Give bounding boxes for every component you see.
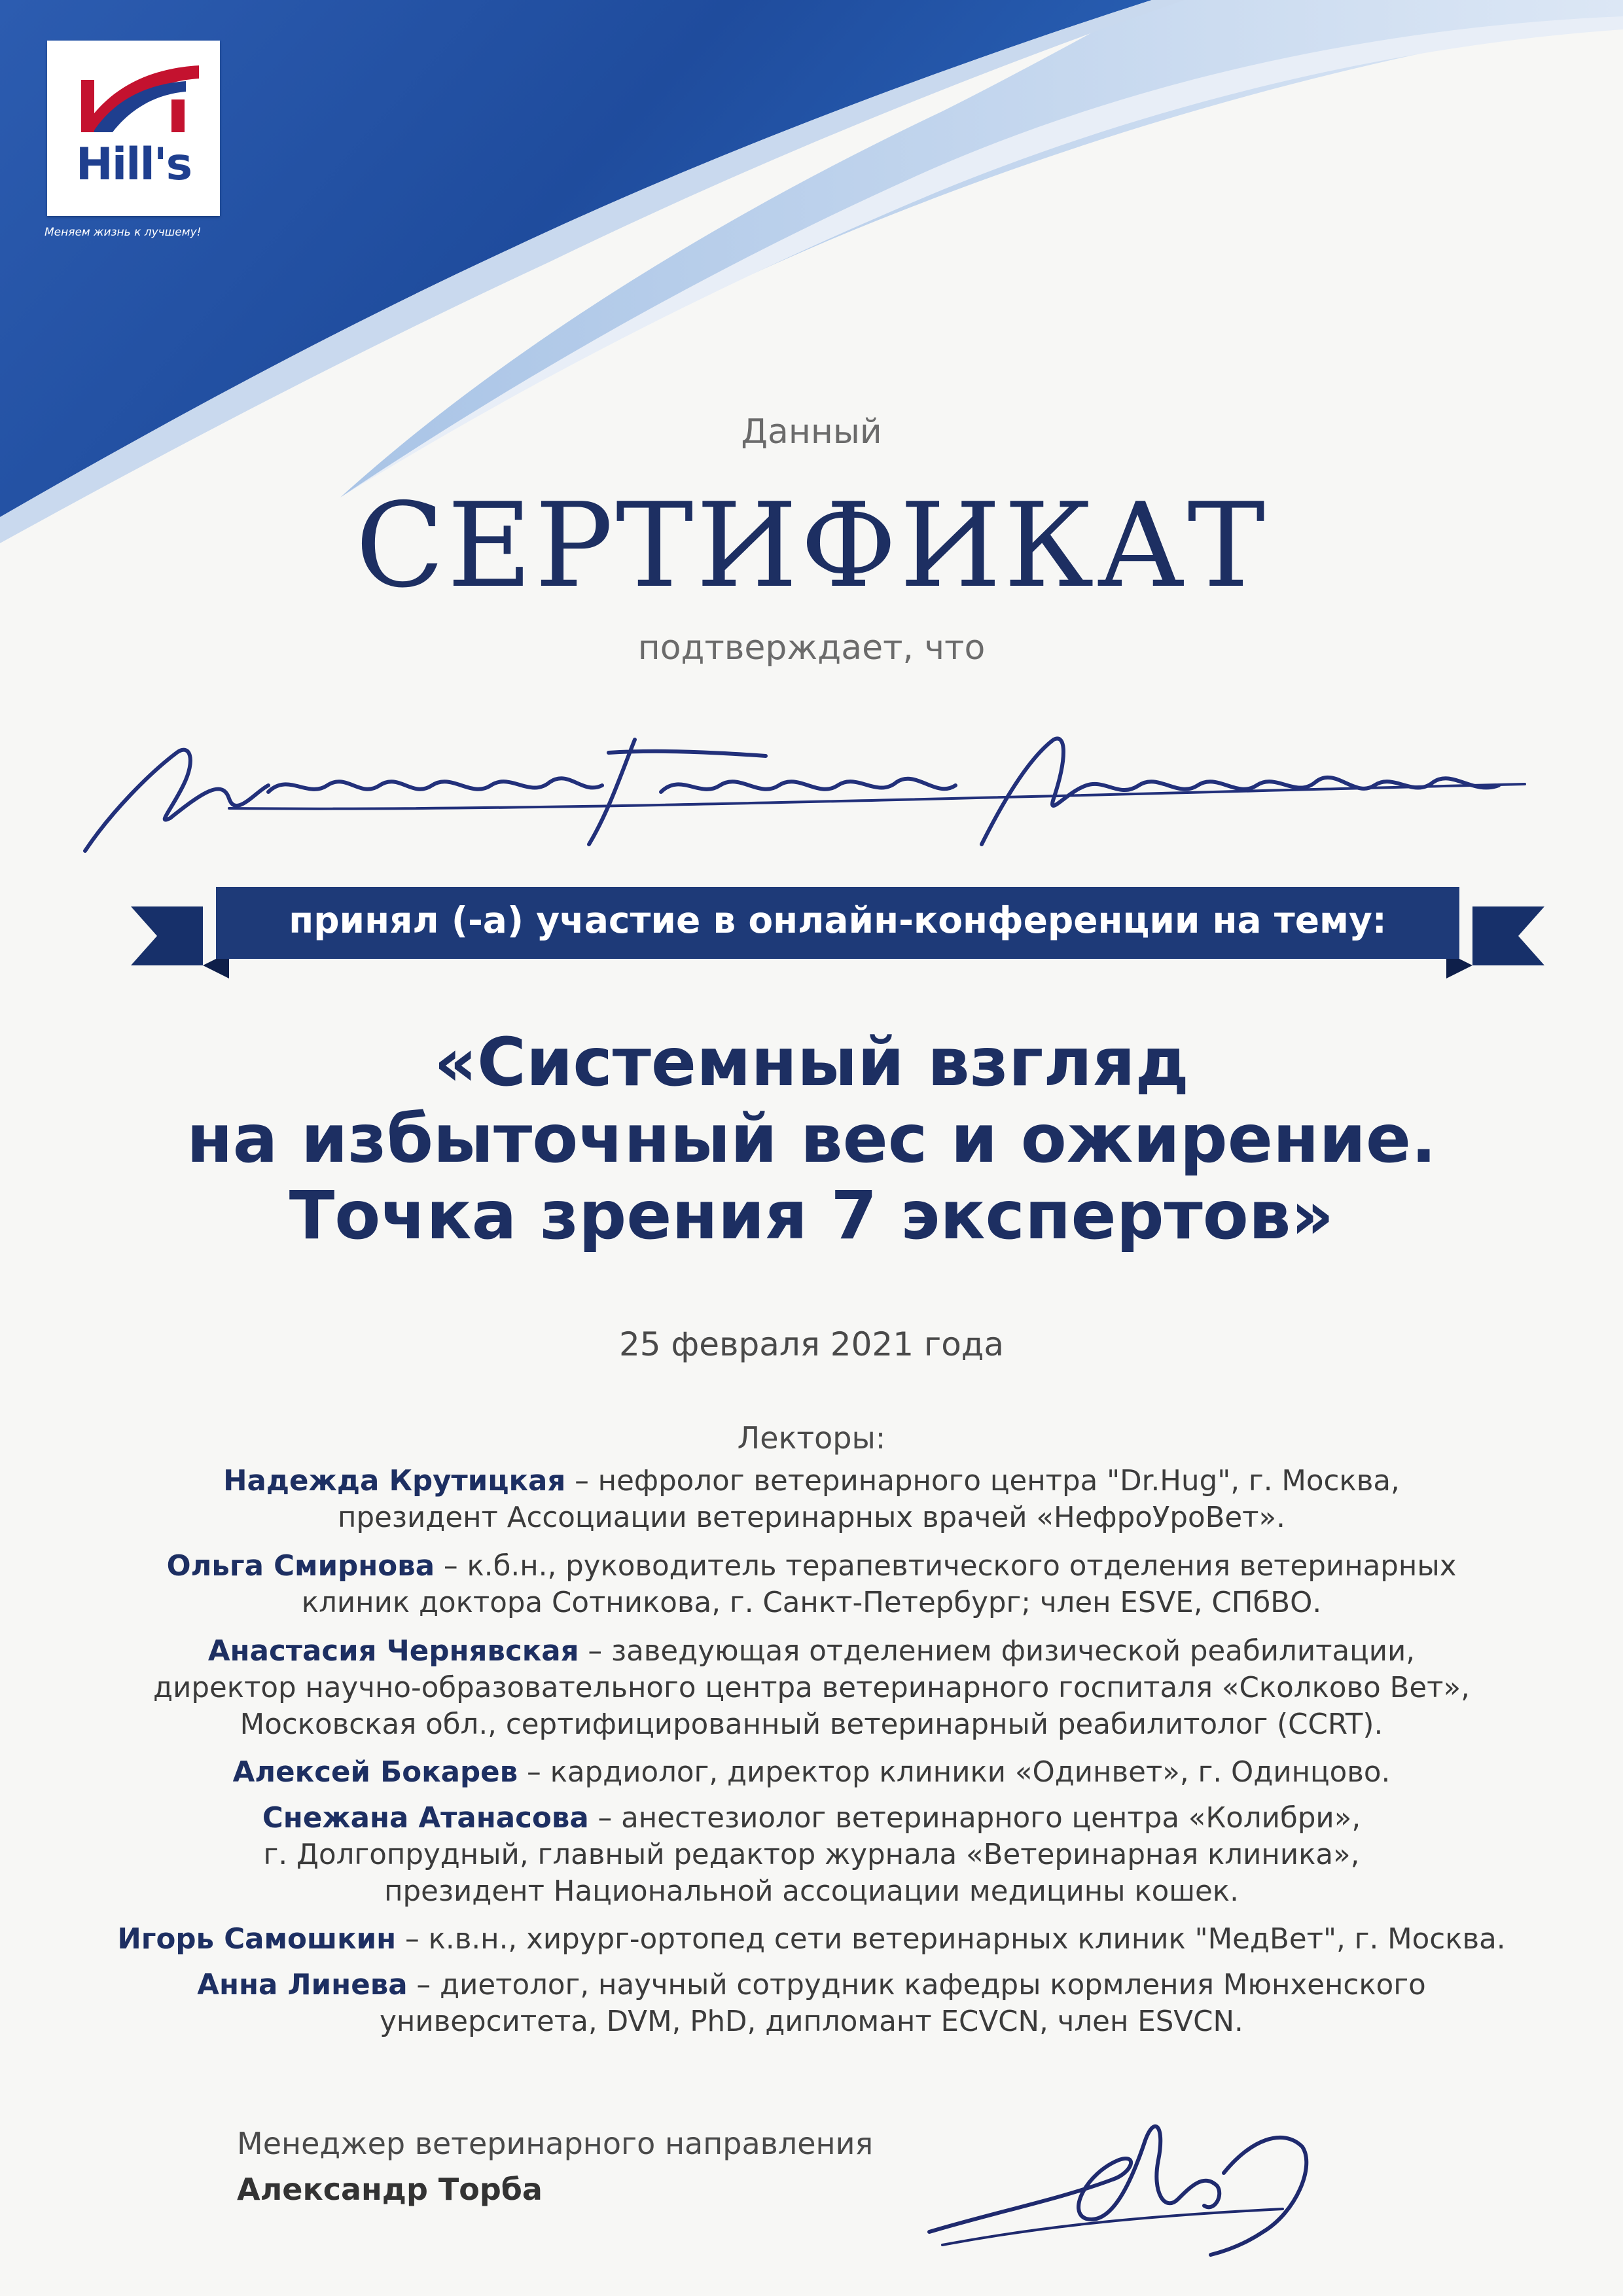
lecturer-name: Снежана Атанасова: [262, 1802, 589, 1835]
hills-logo-wordmark: Hill's: [75, 139, 192, 190]
manager-handwritten-signature: [916, 2101, 1322, 2271]
topic-line-2: на избыточный вес и ожирение.: [187, 1100, 1436, 1178]
lecturer-role: – к.б.н., руководитель терапевтического отделения ветеринарных клиник доктора Сотникова, г. Санкт-Петербург; член ESVE, СПбВО.: [301, 1550, 1457, 1619]
lecturer-role: – нефролог ветеринарного центра "Dr.Hug", г. Москва, президент Ассоциации ветеринарных врачей «НефроУроВет».: [338, 1465, 1400, 1534]
certificate-intro: Данный: [741, 412, 882, 452]
lecturer-entry: [0, 1754, 1623, 1791]
conference-date: 25 февраля 2021 года: [618, 1325, 1004, 1363]
lecturer-name: Игорь Самошкин: [117, 1923, 397, 1956]
manager-title: Менеджер ветеринарного направления: [237, 2126, 874, 2161]
topic-line-1: «Системный взгляд: [434, 1024, 1189, 1102]
manager-name: Александр Торба: [237, 2172, 543, 2207]
lecturer-role: – кардиолог, директор клиники «Одинвет», г. Одинцово.: [518, 1756, 1391, 1789]
recipient-handwritten-signature: [72, 713, 1577, 870]
lecturer-role: – к.в.н., хирург-ортопед сети ветеринарных клиник "МедВет", г. Москва.: [396, 1923, 1506, 1956]
certificate-title: СЕРТИФИКАТ: [355, 478, 1268, 613]
logo-tagline: Меняем жизнь к лучшему!: [45, 226, 202, 239]
conference-topic: [0, 1024, 1623, 1254]
lecturer-role: – диетолог, научный сотрудник кафедры кормления Мюнхенского университета, DVM, PhD, дипломант ECVCN, член ESVCN.: [380, 1969, 1426, 2038]
lecturers-heading: Лекторы:: [737, 1420, 886, 1456]
hills-logo: [47, 41, 220, 216]
lecturer-role: – заведующая отделением физической реабилитации, директор научно-образовательного центра ветеринарного госпиталя «Сколково Вет», Московская обл., сертифицированный ветеринарный реабилитолог (CCRT).: [153, 1635, 1470, 1741]
lecturer-role: – анестезиолог ветеринарного центра «Колибри», г. Долгопрудный, главный редактор журнала «Ветеринарная клиника», президент Национальной ассоциации медицины кошек.: [263, 1802, 1361, 1908]
lecturer-entry: [0, 1548, 1623, 1621]
lecturer-name: Алексей Бокарев: [232, 1756, 518, 1789]
certificate-confirms: подтверждает, что: [637, 628, 986, 668]
lecturer-entry: [0, 1633, 1623, 1743]
lecturer-name: Анна Линева: [197, 1969, 408, 2001]
hills-logo-swoosh-icon: [47, 41, 220, 139]
participation-statement: принял (-а) участие в онлайн-конференции на тему:: [289, 899, 1387, 941]
lecturer-entry: [0, 1463, 1623, 1536]
lecturer-entry: [0, 1921, 1623, 1958]
lecturer-name: Анастасия Чернявская: [207, 1635, 579, 1668]
lecturer-name: Надежда Крутицкая: [223, 1465, 566, 1498]
lecturer-entry: [0, 1800, 1623, 1910]
lecturer-entry: [0, 1967, 1623, 2040]
topic-line-3: Точка зрения 7 экспертов»: [289, 1177, 1334, 1255]
lecturer-name: Ольга Смирнова: [166, 1550, 435, 1583]
